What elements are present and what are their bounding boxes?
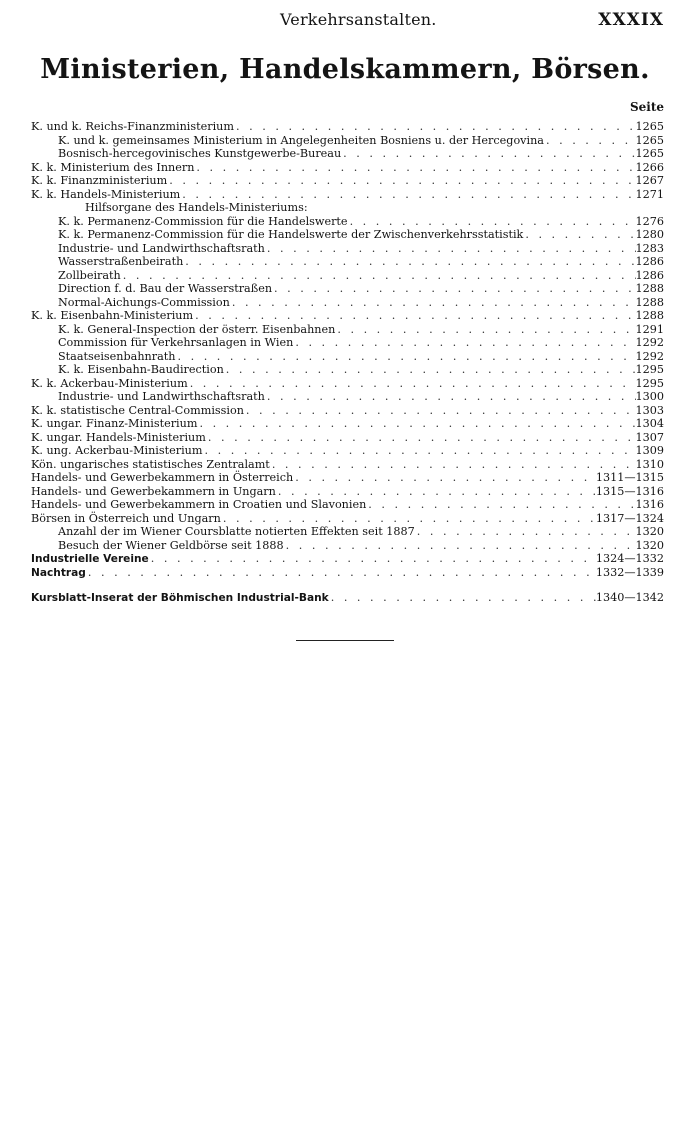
dot-leader bbox=[293, 336, 635, 350]
toc-entry-label: Wasserstraßenbeirath bbox=[58, 255, 184, 268]
dot-leader bbox=[188, 377, 636, 391]
dot-leader bbox=[224, 363, 636, 377]
toc-entry-label: K. k. statistische Central-Commission bbox=[31, 403, 244, 417]
toc-entry-label: Handels- und Gewerbekammern in Croatien und Slavonien bbox=[31, 498, 367, 511]
toc-entry-page: 1304 bbox=[635, 417, 664, 430]
dot-leader bbox=[121, 269, 636, 283]
toc-entry-label: K. und k. Reichs-Finanzministerium bbox=[31, 120, 234, 133]
toc-entry bbox=[31, 296, 664, 310]
dot-leader bbox=[244, 404, 636, 418]
seite-column-label: Seite bbox=[629, 100, 664, 114]
toc-entry-label: Industrielle Vereine bbox=[31, 553, 149, 565]
toc-entry bbox=[31, 120, 664, 134]
toc-entry-page: 1291 bbox=[635, 322, 664, 336]
toc-entry-label: Normal-Aichungs-Commission bbox=[58, 295, 230, 309]
dot-leader bbox=[167, 174, 635, 188]
dot-leader bbox=[194, 161, 635, 175]
dot-leader bbox=[183, 255, 635, 269]
toc-entry-page: 1271 bbox=[635, 187, 664, 201]
toc-entry-page: 1340—1342 bbox=[595, 591, 664, 604]
dot-leader bbox=[175, 350, 635, 364]
toc-entry-page: 1265 bbox=[635, 133, 664, 147]
toc-entry-page: 1324—1332 bbox=[595, 552, 664, 565]
toc-entry bbox=[31, 485, 664, 499]
toc-entry-label: Handels- und Gewerbekammern in Österreich bbox=[31, 471, 294, 484]
divider-rule bbox=[296, 640, 394, 641]
toc-entry bbox=[31, 525, 664, 539]
toc-entry bbox=[31, 147, 664, 161]
toc-entry-page: 1288 bbox=[635, 309, 664, 322]
dot-leader bbox=[272, 282, 635, 296]
toc-entry-page: 1309 bbox=[635, 444, 664, 457]
dot-leader bbox=[202, 444, 635, 458]
toc-entry-page: 1295 bbox=[635, 376, 664, 390]
toc-entry-page: 1288 bbox=[635, 295, 664, 309]
toc-entry-label: Zollbeirath bbox=[58, 268, 121, 282]
dot-leader bbox=[329, 591, 596, 605]
toc-entry-page: 1286 bbox=[635, 268, 664, 282]
dot-leader bbox=[197, 417, 635, 431]
dot-leader bbox=[270, 458, 636, 472]
page-number: XXXIX bbox=[598, 10, 664, 30]
toc-entry bbox=[31, 282, 664, 296]
toc-entry-label: Direction f. d. Bau der Wasserstraßen bbox=[58, 282, 273, 295]
toc-entry-label: Anzahl der im Wiener Coursblatte notierten Effekten seit 1887 bbox=[58, 525, 415, 538]
toc-entry bbox=[31, 404, 664, 418]
toc-entry-label: K. k. Eisenbahn-Baudirection bbox=[58, 363, 224, 376]
dot-leader bbox=[265, 390, 636, 404]
toc-entry bbox=[31, 174, 664, 188]
page-title: Ministerien, Handelskammern, Börsen. bbox=[40, 54, 650, 85]
dot-leader bbox=[293, 471, 596, 485]
dot-leader bbox=[230, 296, 636, 310]
toc-entry bbox=[31, 255, 664, 269]
toc-entry-page: 1332—1339 bbox=[595, 565, 664, 579]
dot-leader bbox=[149, 552, 596, 566]
dot-leader bbox=[180, 188, 635, 202]
toc-entry bbox=[31, 215, 664, 229]
toc-entry-page: 1283 bbox=[635, 241, 664, 255]
running-head bbox=[0, 10, 690, 34]
toc-entry bbox=[31, 390, 664, 404]
toc-entry bbox=[31, 417, 664, 431]
table-of-contents bbox=[31, 120, 664, 605]
toc-entry-label: Besuch der Wiener Geldbörse seit 1888 bbox=[58, 538, 284, 552]
toc-entry bbox=[31, 431, 664, 445]
toc-entry-label: K. k. Ackerbau-Ministerium bbox=[31, 376, 188, 390]
toc-entry-label: K. k. Eisenbahn-Ministerium bbox=[31, 309, 194, 322]
toc-entry-label: Kön. ungarisches statistisches Zentralamt bbox=[31, 457, 270, 471]
dot-leader bbox=[234, 120, 636, 134]
toc-entry bbox=[31, 309, 664, 323]
toc-entry-label: K. ung. Ackerbau-Ministerium bbox=[31, 444, 203, 457]
toc-entry-page: 1316 bbox=[635, 498, 664, 511]
toc-entry bbox=[31, 134, 664, 148]
toc-entry-page: 1288 bbox=[635, 282, 664, 295]
toc-entry-label: K. ungar. Finanz-Ministerium bbox=[31, 417, 198, 430]
dot-leader bbox=[265, 242, 636, 256]
toc-entry-page: 1266 bbox=[635, 160, 664, 174]
toc-entry bbox=[31, 512, 664, 526]
toc-entry-label: Handels- und Gewerbekammern in Ungarn bbox=[31, 484, 276, 498]
dot-leader bbox=[544, 134, 636, 148]
dot-leader bbox=[193, 309, 635, 323]
toc-entry-label: Nachtrag bbox=[31, 566, 86, 579]
toc-entry-label: K. k. Handels-Ministerium bbox=[31, 187, 181, 201]
toc-entry bbox=[31, 228, 664, 242]
dot-leader bbox=[341, 147, 635, 161]
toc-entry bbox=[31, 471, 664, 485]
dot-leader bbox=[276, 485, 596, 499]
dot-leader bbox=[523, 228, 635, 242]
dot-leader bbox=[335, 323, 635, 337]
toc-entry-label: K. k. Finanzministerium bbox=[31, 174, 168, 187]
toc-entry-page: 1315—1316 bbox=[595, 484, 664, 498]
toc-entry-page: 1267 bbox=[635, 174, 664, 187]
toc-entry bbox=[31, 458, 664, 472]
toc-entry-page: 1317—1324 bbox=[595, 511, 664, 525]
toc-entry-final bbox=[31, 591, 664, 605]
toc-entry-page: 1292 bbox=[635, 349, 664, 363]
toc-entry-page: 1320 bbox=[635, 525, 664, 538]
dot-leader bbox=[284, 539, 636, 553]
toc-entry bbox=[31, 539, 664, 553]
toc-entry bbox=[31, 269, 664, 283]
toc-entry-label: Hilfsorgane des Handels-Ministeriums: bbox=[85, 201, 308, 214]
toc-entry-label: K. und k. gemeinsames Ministerium in Angelegenheiten Bosniens u. der Hercegovina bbox=[58, 133, 544, 147]
toc-entry-page: 1292 bbox=[635, 336, 664, 349]
dot-leader bbox=[348, 215, 636, 229]
toc-entry bbox=[31, 377, 664, 391]
section-title: Verkehrsanstalten. bbox=[280, 10, 437, 29]
toc-entry-page: 1310 bbox=[635, 457, 664, 471]
toc-entry-label: Bosnisch-hercegovinisches Kunstgewerbe-Bureau bbox=[58, 147, 342, 160]
toc-entry bbox=[31, 323, 664, 337]
toc-entry bbox=[31, 498, 664, 512]
toc-entry-label: K. ungar. Handels-Ministerium bbox=[31, 430, 206, 444]
toc-entry-label: Börsen in Österreich und Ungarn bbox=[31, 511, 221, 525]
dot-leader bbox=[86, 566, 596, 580]
toc-entry-page: 1286 bbox=[635, 255, 664, 268]
toc-entry bbox=[31, 161, 664, 175]
toc-entry bbox=[31, 242, 664, 256]
toc-entry-page: 1303 bbox=[635, 403, 664, 417]
toc-entry-page: 1280 bbox=[635, 228, 664, 241]
toc-entry-label: K. k. General-Inspection der österr. Eisenbahnen bbox=[58, 322, 336, 336]
toc-entry-label: K. k. Permanenz-Commission für die Handelswerte bbox=[58, 214, 348, 228]
toc-entry-label: K. k. Ministerium des Innern bbox=[31, 160, 195, 174]
toc-entry bbox=[31, 444, 664, 458]
toc-entry-page: 1311—1315 bbox=[595, 471, 664, 484]
dot-leader bbox=[221, 512, 596, 526]
dot-leader bbox=[366, 498, 635, 512]
toc-entry bbox=[31, 350, 664, 364]
toc-entry-page: 1307 bbox=[635, 430, 664, 444]
toc-entry-label: Industrie- und Landwirthschaftsrath bbox=[58, 241, 265, 255]
toc-entry-page: 1265 bbox=[635, 147, 664, 160]
toc-entry-label: Kursblatt-Inserat der Böhmischen Industrial-Bank bbox=[31, 592, 329, 604]
dot-leader bbox=[206, 431, 636, 445]
toc-entry-label: Commission für Verkehrsanlagen in Wien bbox=[58, 336, 294, 349]
toc-entry bbox=[31, 566, 664, 580]
toc-entry-page: 1295 bbox=[635, 363, 664, 376]
toc-entry-label: K. k. Permanenz-Commission für die Handelswerte der Zwischenverkehrsstatistik bbox=[58, 228, 524, 241]
toc-entry-label: Staatseisenbahnrath bbox=[58, 349, 176, 363]
toc-entry bbox=[31, 188, 664, 202]
toc-entry bbox=[31, 336, 664, 350]
toc-entry bbox=[31, 363, 664, 377]
toc-entry-page: 1265 bbox=[635, 120, 664, 133]
toc-entry bbox=[31, 201, 664, 215]
toc-entry-label: Industrie- und Landwirthschaftsrath bbox=[58, 390, 265, 403]
toc-entry bbox=[31, 552, 664, 566]
spacer bbox=[31, 579, 664, 591]
toc-entry-page: 1300 bbox=[635, 390, 664, 403]
toc-entry-page: 1320 bbox=[635, 538, 664, 552]
dot-leader bbox=[415, 525, 636, 539]
toc-entry-page: 1276 bbox=[635, 214, 664, 228]
